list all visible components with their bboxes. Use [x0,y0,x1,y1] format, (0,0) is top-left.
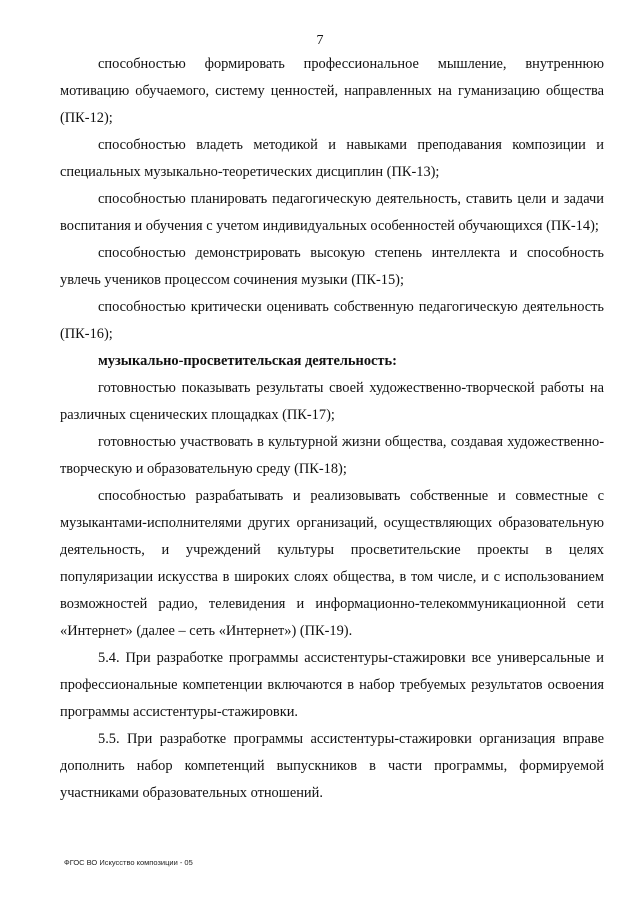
paragraph-pk12: способностью формировать профессиональное мышление, внутреннюю мотивацию обучаемого, систему ценностей, направленных на гуманизацию общества (ПК-12); [60,56,604,126]
paragraph-pk15: способностью демонстрировать высокую степень интеллекта и способность увлечь учеников процессом сочинения музыки (ПК-15); [60,245,604,288]
paragraph-pk18: готовностью участвовать в культурной жизни общества, создавая художественно-творческую и образовательную среду (ПК-18); [60,434,604,477]
paragraph-pk14: способностью планировать педагогическую деятельность, ставить цели и задачи воспитания и обучения с учетом индивидуальных особенностей обучающихся (ПК-14); [60,191,604,234]
section-heading: музыкально-просветительская деятельность: [98,353,397,369]
paragraph-5-5: 5.5. При разработке программы ассистентуры-стажировки организация вправе дополнить набор компетенций выпускников в части программы, формируемой участниками образовательных отношений. [60,731,604,801]
paragraph-pk16: способностью критически оценивать собственную педагогическую деятельность (ПК-16); [60,299,604,342]
document-body [60,51,604,807]
paragraph-pk19: способностью разрабатывать и реализовывать собственные и совместные с музыкантами-исполнителями других организаций, осуществляющих образовательную деятельность, и учреждений культуры просветительские проекты в целях популяризации искусства в широких слоях общества, в том числе, и с использованием возможностей радио, телевидения и информационно-телекоммуникационной сети «Интернет» (далее – сеть «Интернет») (ПК-19). [60,488,604,639]
page-number: 7 [316,33,324,48]
paragraph-pk13: способностью владеть методикой и навыками преподавания композиции и специальных музыкально-теоретических дисциплин (ПК-13); [60,137,604,180]
footer-label: ФГОС ВО Искусство композиции - 05 [64,858,193,867]
paragraph-5-4: 5.4. При разработке программы ассистентуры-стажировки все универсальные и профессиональные компетенции включаются в набор требуемых результатов освоения программы ассистентуры-стажировки. [60,650,604,720]
paragraph-pk17: готовностью показывать результаты своей художественно-творческой работы на различных сценических площадках (ПК-17); [60,380,604,423]
